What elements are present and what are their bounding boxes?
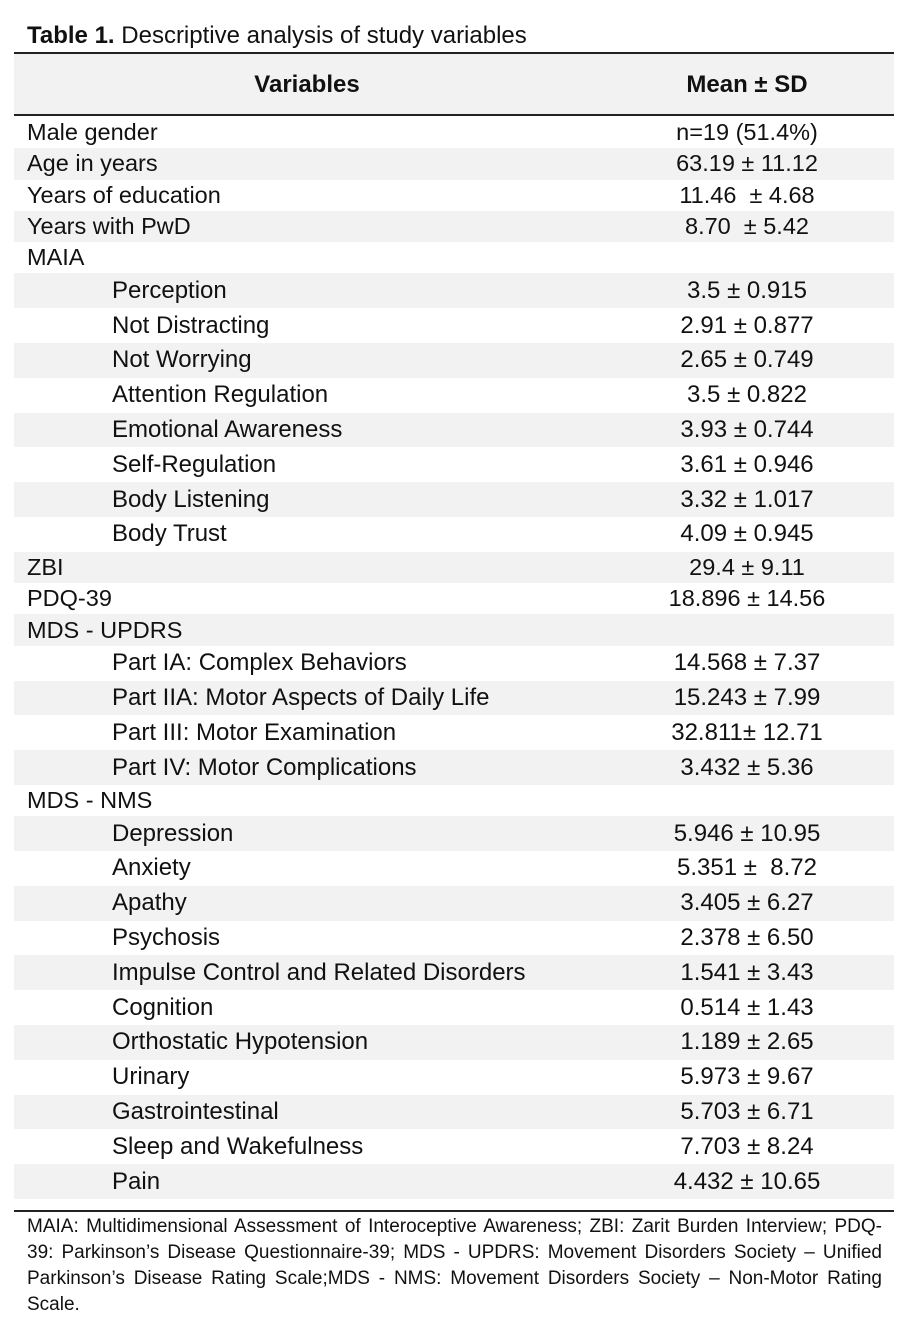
table-row: [14, 378, 894, 413]
header-variables: Variables: [254, 71, 360, 98]
mean-sd-value: 5.946 ± 10.95: [673, 819, 821, 847]
variable-label: Apathy: [112, 889, 187, 917]
table-row: [14, 1095, 894, 1130]
mean-sd-value: 2.65 ± 0.749: [680, 346, 814, 374]
mean-sd-value: 1.189 ± 2.65: [680, 1028, 814, 1056]
variable-label: Part III: Motor Examination: [112, 718, 397, 746]
table-caption-text: Descriptive analysis of study variables: [114, 22, 527, 49]
mean-sd-value: [600, 785, 894, 816]
table-row: [14, 242, 894, 273]
variable-label: Body Trust: [112, 520, 227, 548]
variable-label: Years with PwD: [27, 213, 191, 240]
mean-sd-value: 3.432 ± 5.36: [680, 753, 814, 781]
table-row: [14, 117, 894, 148]
variable-label: Body Listening: [112, 485, 270, 513]
table-row: [14, 273, 894, 308]
table-bottom-rule: [14, 1210, 894, 1212]
mean-sd-value: 63.19 ± 11.12: [676, 150, 818, 177]
table-row: [14, 990, 894, 1025]
mean-sd-value: 5.703 ± 6.71: [680, 1098, 814, 1125]
mean-sd-value: 18.896 ± 14.56: [668, 585, 826, 612]
variable-label: Part IV: Motor Complications: [112, 753, 417, 781]
table-row: [14, 1025, 894, 1060]
table-body: [14, 117, 894, 1199]
table-row: [14, 646, 894, 681]
mean-sd-value: 3.405 ± 6.27: [680, 889, 814, 917]
mean-sd-value: 3.32 ± 1.017: [680, 485, 814, 513]
table-footnote: MAIA: Multidimensional Assessment of Interoceptive Awareness; ZBI: Zarit Burden Interview; PDQ-39: Parkinson’s Disease Questionnaire-39; MDS - UPDRS: Movement Disorders Society – Unified Parkinson’s Disease Rating Scale;MDS - NMS: Movement Disorders Society – Non-Motor Rating Scale.: [27, 1216, 882, 1315]
table-row: [14, 955, 894, 990]
mean-sd-value: 15.243 ± 7.99: [673, 683, 821, 711]
variable-label: Urinary: [112, 1063, 190, 1091]
variable-label: MDS - UPDRS: [27, 616, 183, 643]
mean-sd-value: 4.09 ± 0.945: [680, 520, 814, 548]
mean-sd-value: 2.91 ± 0.877: [680, 311, 814, 339]
variable-label: Impulse Control and Related Disorders: [112, 958, 526, 986]
mean-sd-value: 29.4 ± 9.11: [689, 554, 805, 580]
mean-sd-value: [600, 614, 894, 645]
variable-label: Depression: [112, 819, 234, 847]
mean-sd-value: 5.351 ± 8.72: [677, 854, 817, 882]
table-row: [14, 447, 894, 482]
table-row: [14, 851, 894, 886]
table-header-rule: [14, 114, 894, 116]
variable-label: Part IA: Complex Behaviors: [112, 649, 407, 677]
variable-label: Not Distracting: [112, 311, 270, 339]
mean-sd-value: 8.70 ± 5.42: [685, 213, 809, 240]
header-mean-sd: Mean ± SD: [686, 71, 808, 98]
mean-sd-value: 3.5 ± 0.822: [687, 381, 807, 409]
mean-sd-value: 14.568 ± 7.37: [673, 649, 821, 677]
table-row: [14, 785, 894, 816]
table-row: [14, 343, 894, 378]
variable-label: Gastrointestinal: [112, 1098, 279, 1125]
variable-label: Sleep and Wakefulness: [112, 1132, 364, 1160]
mean-sd-value: 32.811± 12.71: [671, 718, 823, 746]
mean-sd-value: 4.432 ± 10.65: [673, 1167, 821, 1195]
mean-sd-value: [600, 242, 894, 273]
table-row: [14, 148, 894, 179]
variable-label: Anxiety: [112, 854, 191, 882]
variable-label: Psychosis: [112, 924, 221, 952]
table-row: [14, 413, 894, 448]
table-row: [14, 1060, 894, 1095]
table-row: [14, 1164, 894, 1199]
mean-sd-value: 5.973 ± 9.67: [680, 1063, 814, 1091]
variable-label: Pain: [112, 1167, 161, 1195]
table-row: [14, 816, 894, 851]
mean-sd-value: 2.378 ± 6.50: [680, 924, 814, 952]
table-row: [14, 1129, 894, 1164]
table-row: [14, 614, 894, 645]
table-caption: [27, 20, 527, 52]
variable-label: Attention Regulation: [112, 381, 329, 409]
table-row: [14, 715, 894, 750]
table-row: [14, 517, 894, 552]
variable-label: ZBI: [27, 554, 64, 580]
variable-label: Cognition: [112, 993, 214, 1021]
table-row: [14, 681, 894, 716]
variable-label: Male gender: [27, 119, 158, 146]
table-row: [14, 211, 894, 242]
mean-sd-value: 3.93 ± 0.744: [680, 416, 814, 444]
table-row: [14, 308, 894, 343]
mean-sd-value: 1.541 ± 3.43: [680, 958, 814, 986]
table-caption-label: Table 1.: [27, 22, 115, 49]
table-row: [14, 750, 894, 785]
variable-label: Orthostatic Hypotension: [112, 1028, 369, 1056]
variable-label: Perception: [112, 276, 227, 304]
variable-label: MAIA: [27, 244, 85, 271]
variable-label: PDQ-39: [27, 585, 112, 612]
variable-label: Not Worrying: [112, 346, 252, 374]
table-row: [14, 583, 894, 614]
mean-sd-value: 3.61 ± 0.946: [680, 450, 814, 478]
table-row: [14, 886, 894, 921]
table-row: [14, 921, 894, 956]
variable-label: MDS - NMS: [27, 787, 153, 814]
variable-label: Self-Regulation: [112, 450, 277, 478]
mean-sd-value: 7.703 ± 8.24: [680, 1132, 814, 1160]
table-row: [14, 180, 894, 211]
mean-sd-value: n=19 (51.4%): [676, 119, 818, 146]
mean-sd-value: 11.46 ± 4.68: [679, 181, 815, 208]
variable-label: Part IIA: Motor Aspects of Daily Life: [112, 683, 490, 711]
table-row: [14, 482, 894, 517]
variable-label: Age in years: [27, 150, 158, 177]
variable-label: Years of education: [27, 181, 221, 208]
variable-label: Emotional Awareness: [112, 416, 343, 444]
table-row: [14, 552, 894, 583]
mean-sd-value: 0.514 ± 1.43: [680, 993, 814, 1021]
mean-sd-value: 3.5 ± 0.915: [687, 276, 807, 304]
